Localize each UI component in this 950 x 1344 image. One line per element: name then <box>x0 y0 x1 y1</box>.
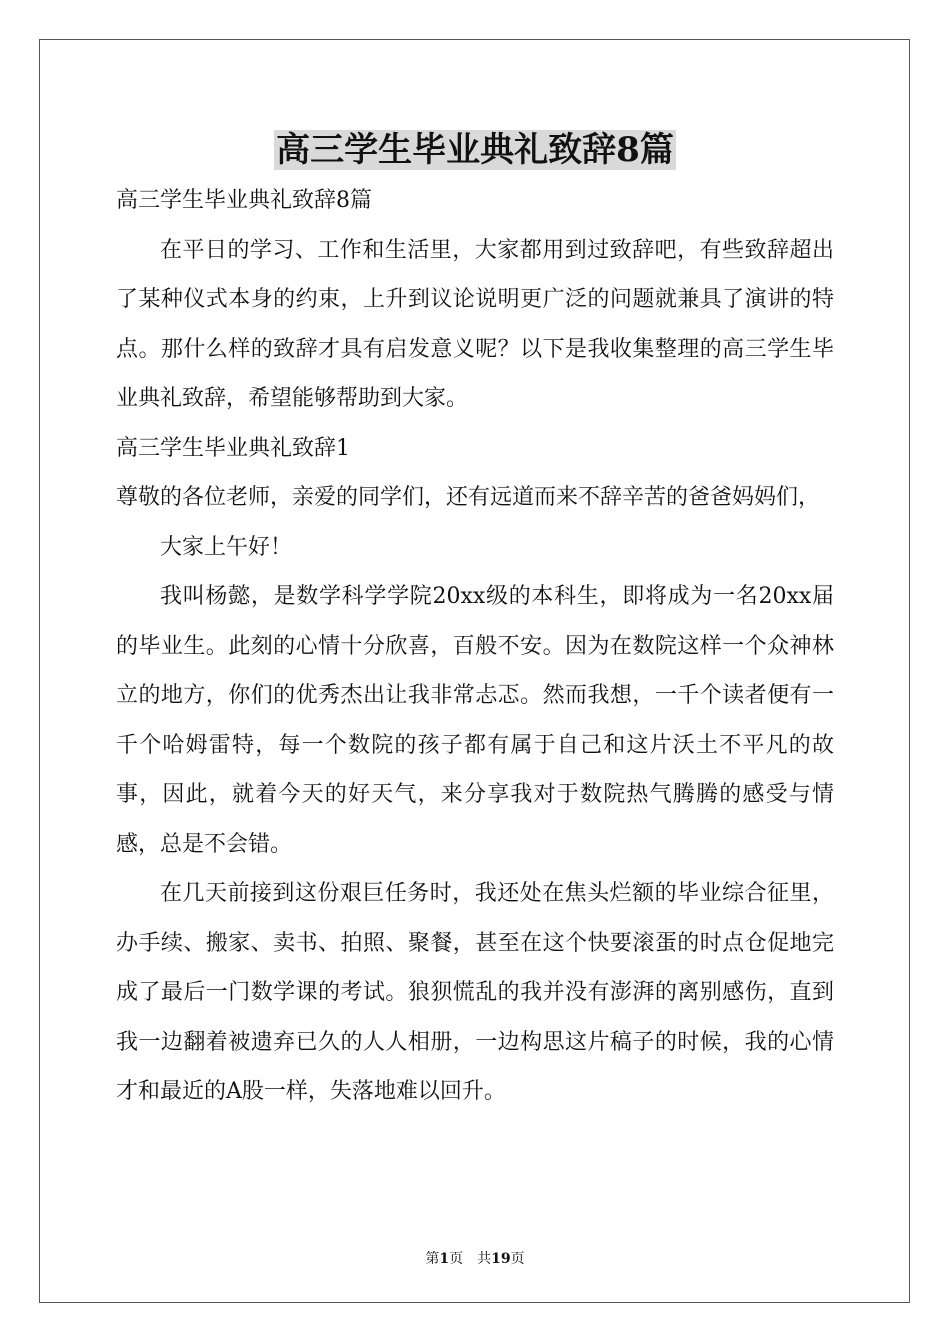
total-prefix: 共 <box>477 1251 492 1267</box>
total-suffix: 页 <box>510 1251 525 1267</box>
paragraph-greeting: 大家上午好！ <box>160 534 293 560</box>
paragraph-salutation: 尊敬的各位老师，亲爱的同学们，还有远道而来不辞辛苦的爸爸妈妈们， <box>116 485 821 510</box>
paragraph-intro: 在平日的学习、工作和生活里，大家都用到过致辞吧，有些致辞超出了某种仪式本身的约束，上升到议论说明更广泛的问题就兼具了演讲的特点。那什么样的致辞才具有启发意义呢？以下是我收集整理的高三学生毕业典礼致辞，希望能够帮助到大家。 <box>116 237 834 411</box>
page-number: 1 <box>439 1251 450 1267</box>
paragraph-body-2: 在几天前接到这份艰巨任务时，我还处在焦头烂额的毕业综合征里，办手续、搬家、卖书、拍照、聚餐，甚至在这个快要滚蛋的时点仓促地完成了最后一门数学课的考试。狼狈慌乱的我并没有澎湃的离别感伤，直到我一边翻着被遗弃已久的人人相册，一边构思这片稿子的时候，我的心情才和最近的A股一样，失落地难以回升。 <box>116 881 834 1104</box>
page-prefix: 第 <box>425 1251 440 1267</box>
paragraph-subtitle: 高三学生毕业典礼致辞8篇 <box>116 188 372 213</box>
document-title-text: 高三学生毕业典礼致辞8篇 <box>276 130 674 170</box>
page-footer <box>0 1250 950 1268</box>
total-pages: 19 <box>491 1251 511 1267</box>
section-heading-1: 高三学生毕业典礼致辞1 <box>116 435 350 461</box>
paragraph-body-1: 我叫杨懿，是数学科学学院20xx级的本科生，即将成为一名20xx届的毕业生。此刻的心情十分欣喜，百般不安。因为在数院这样一个众神林立的地方，你们的优秀杰出让我非常忐忑。然而我想，一千个读者便有一千个哈姆雷特，每一个数院的孩子都有属于自己和这片沃土不平凡的故事，因此，就着今天的好天气，来分享我对于数院热气腾腾的感受与情感，总是不会错。 <box>116 584 834 857</box>
document-title <box>0 128 950 172</box>
page-suffix: 页 <box>449 1251 464 1267</box>
document-body <box>116 176 834 1117</box>
